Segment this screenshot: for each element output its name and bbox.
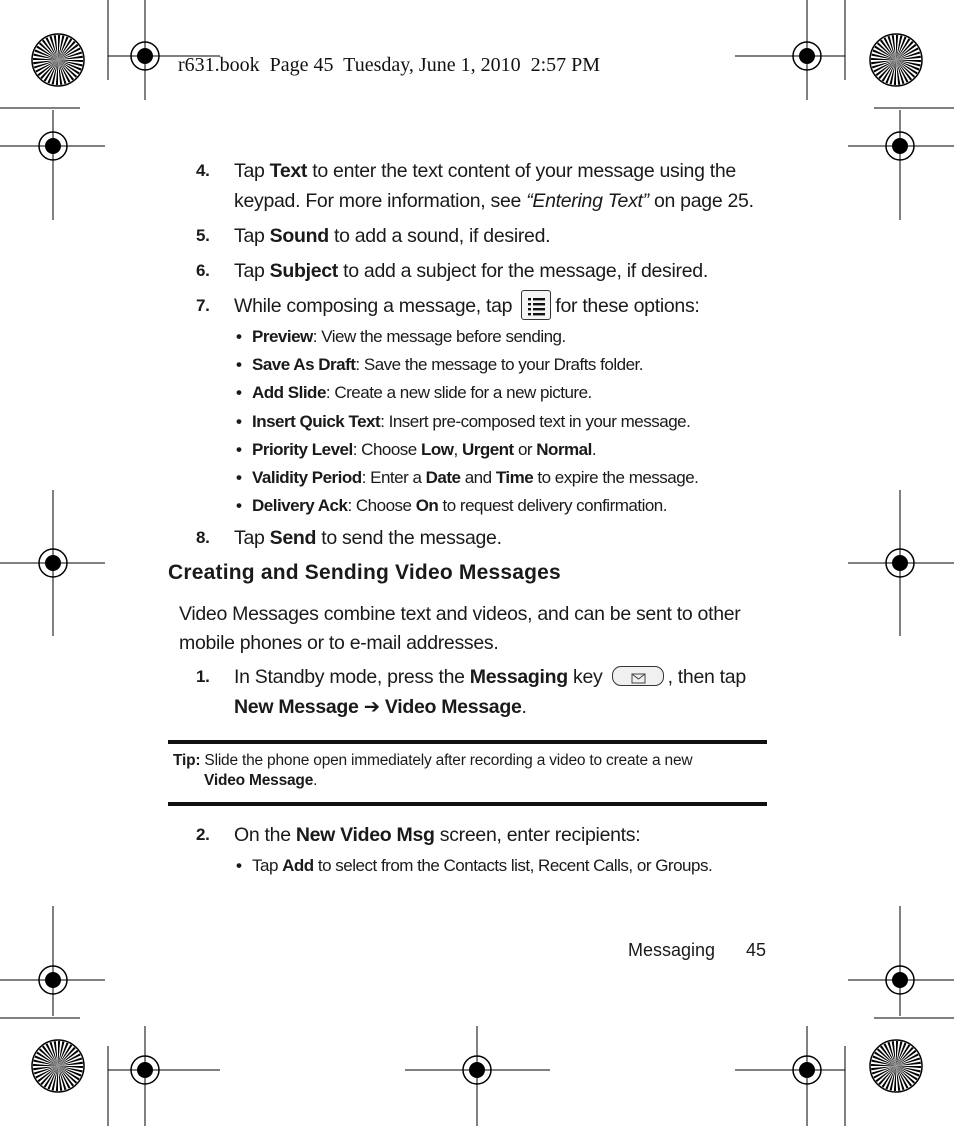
sunburst-target-icon bbox=[32, 34, 84, 86]
step-text: While composing a message, tap for these options: bbox=[234, 291, 774, 322]
step-text: Tap Send to send the message. bbox=[234, 527, 502, 549]
option-insert-quick-text: • Insert Quick Text: Insert pre-composed text in your message. bbox=[236, 412, 691, 431]
tip-top-rule bbox=[168, 740, 767, 744]
option-preview: • Preview: View the message before sending. bbox=[236, 327, 566, 346]
step-text: In Standby mode, press the Messaging key , then tap New Message ➔ Video Message. bbox=[234, 666, 746, 718]
sunburst-target-icon bbox=[870, 34, 922, 86]
step-number: 4. bbox=[196, 161, 210, 180]
menu-icon bbox=[521, 290, 551, 320]
step-number: 5. bbox=[196, 226, 210, 245]
step-text: On the New Video Msg screen, enter recipients: bbox=[234, 824, 641, 846]
tip-bottom-rule bbox=[168, 802, 767, 806]
step-number: 7. bbox=[196, 296, 210, 315]
sunburst-target-icon bbox=[32, 1040, 84, 1092]
tip-note: Tip: Slide the phone open immediately after recording a video to create a new Video Message. bbox=[173, 752, 693, 789]
option-save-as-draft: • Save As Draft: Save the message to your Drafts folder. bbox=[236, 355, 643, 374]
step-text: Tap Sound to add a sound, if desired. bbox=[234, 225, 551, 247]
step-text: Tap Text to enter the text content of your message using the keypad. For more information, see “Entering Text” on page 25. bbox=[234, 160, 754, 212]
option-validity-period: • Validity Period: Enter a Date and Time to expire the message. bbox=[236, 468, 699, 487]
step-number: 8. bbox=[196, 528, 210, 547]
envelope-icon bbox=[612, 666, 664, 686]
footer-page-number: 45 bbox=[746, 940, 767, 960]
step-number: 2. bbox=[196, 825, 210, 844]
step-text: Tap Subject to add a subject for the message, if desired. bbox=[234, 260, 708, 282]
recipient-bullet: • Tap Add to select from the Contacts list, Recent Calls, or Groups. bbox=[236, 856, 713, 875]
option-delivery-ack: • Delivery Ack: Choose On to request delivery confirmation. bbox=[236, 496, 667, 515]
section-intro: Video Messages combine text and videos, and can be sent to other mobile phones or to e-mail addresses. bbox=[179, 603, 741, 654]
book-header: r631.book Page 45 Tuesday, June 1, 2010 2:57 PM bbox=[178, 54, 601, 76]
step-number: 1. bbox=[196, 667, 210, 686]
sunburst-target-icon bbox=[870, 1040, 922, 1092]
step-number: 6. bbox=[196, 261, 210, 280]
option-add-slide: • Add Slide: Create a new slide for a new picture. bbox=[236, 383, 592, 402]
option-priority-level: • Priority Level: Choose Low, Urgent or Normal. bbox=[236, 440, 597, 459]
footer-section: Messaging bbox=[628, 940, 716, 960]
section-heading: Creating and Sending Video Messages bbox=[168, 561, 561, 584]
